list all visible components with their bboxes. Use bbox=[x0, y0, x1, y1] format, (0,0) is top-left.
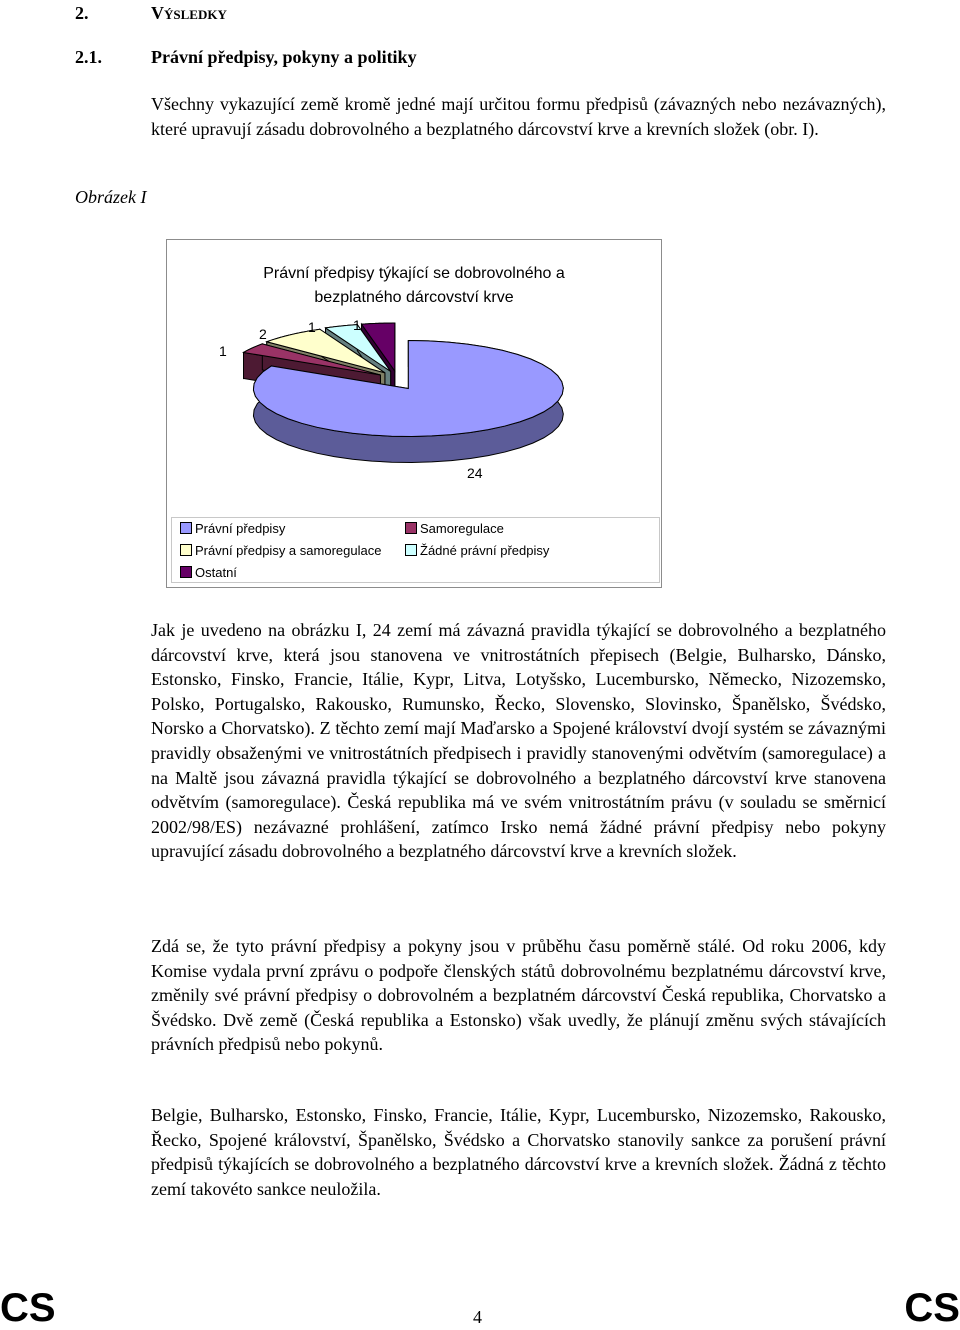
subsection-title: Právní předpisy, pokyny a politiky bbox=[151, 47, 417, 67]
section-number: 2. bbox=[75, 3, 89, 23]
footer-language-left: CS bbox=[0, 1286, 56, 1330]
legend-label: Samoregulace bbox=[420, 521, 504, 536]
legend-item-pravni-predpisy bbox=[180, 520, 285, 538]
legend-label: Právní předpisy bbox=[195, 521, 286, 536]
legend-swatch bbox=[405, 544, 417, 556]
legend-swatch bbox=[180, 566, 192, 578]
legend-item-zadne-pravni-predpisy bbox=[405, 542, 549, 560]
intro-paragraph: Všechny vykazující země kromě jedné mají určitou formu předpisů (závazných nebo nezávazných), které upravují zásadu dobrovolného a bezplatného dárcovství krve a krevních složek (obr. I). bbox=[151, 94, 886, 139]
data-label-pravni-predpisy: 24 bbox=[467, 465, 483, 481]
paragraph-3: Belgie, Bulharsko, Estonsko, Finsko, Francie, Itálie, Kypr, Lucembursko, Nizozemsko, Rakousko, Řecko, Spojené království, Španělsko, Švédsko a Chorvatsko stanovily sankce za porušení právní předpisů týkajících se dobrovolného a bezplatného dárcovství krve a krevních složek. Žádná z těchto zemí takovéto sankce neuložila. bbox=[151, 1105, 886, 1199]
legend-label: Právní předpisy a samoregulace bbox=[195, 543, 382, 558]
subsection-number: 2.1. bbox=[75, 47, 102, 67]
footer-language-right: CS bbox=[904, 1286, 960, 1330]
chart-title-line-1: Právní předpisy týkající se dobrovolného a bbox=[263, 265, 565, 282]
legend-label: Žádné právní předpisy bbox=[420, 543, 550, 558]
paragraph-1: Jak je uvedeno na obrázku I, 24 zemí má závazná pravidla týkající se dobrovolného a bezplatného dárcovství krve, která jsou stanovena ve vnitrostátních přepisech (Belgie, Bulharsko, Dánsko, Estonsko, Finsko, Francie, Itálie, Kypr, Litva, Lotyšsko, Lucembursko, Německo, Nizozemsko, Polsko, Portugalsko, Rakousko, Rumunsko, Řecko, Slovensko, Slovinsko, Španělsko, Švédsko, Norsko a Chorvatsko). Z těchto zemí mají Maďarsko a Spojené království dvojí systém se závaznými pravidly obsaženými ve vnitrostátních předpisech i pravidly stanovenými odvětvím (samoregulace) a na Maltě jsou závazná pravidla týkající se dobrovolného a bezplatného dárcovství krve stanovena odvětvím (samoregulace). Česká republika má ve svém vnitrostátním právu (v souladu se směrnicí 2002/98/ES) nezávazné prohlášení, zatímco Irsko nemá žádné právní předpisy nebo pokyny upravující zásadu dobrovolného a bezplatného dárcovství krve a krevních složek. bbox=[151, 620, 886, 862]
chart-legend bbox=[171, 517, 660, 583]
legend-swatch bbox=[180, 544, 192, 556]
legend-item-ostatni bbox=[180, 564, 237, 582]
legend-item-pravni-predpisy-a-samoregulace bbox=[180, 542, 381, 560]
legend-label: Ostatní bbox=[195, 565, 237, 580]
section-title: Výsledky bbox=[151, 3, 227, 23]
paragraph-2: Zdá se, že tyto právní předpisy a pokyny jsou v průběhu času poměrně stálé. Od roku 2006, kdy Komise vydala první zprávu o podpoře členských států dobrovolnému bezplatnému dárcovství krve, změnily své právní předpisy o dobrovolném a bezplatném dárcovství Česká republika, Chorvatsko a Švédsko. Dvě země (Česká republika a Estonsko) však uvedly, že plánují změnu svých stávajících právních předpisů nebo pokynů. bbox=[151, 936, 886, 1055]
legend-item-samoregulace bbox=[405, 520, 504, 538]
data-label-pravni-predpisy-a-samoregulace: 2 bbox=[259, 326, 267, 342]
data-label-samoregulace: 1 bbox=[219, 343, 227, 359]
figure-label: Obrázek I bbox=[75, 187, 147, 207]
data-label-zadne-pravni-predpisy: 1 bbox=[308, 319, 316, 335]
legend-swatch bbox=[405, 522, 417, 534]
page-number: 4 bbox=[473, 1307, 482, 1327]
pie-chart-plot bbox=[167, 240, 661, 515]
legend-swatch bbox=[180, 522, 192, 534]
pie-chart bbox=[166, 239, 662, 588]
chart-title-line-2: bezplatného dárcovství krve bbox=[314, 289, 514, 306]
data-label-ostatni: 1 bbox=[353, 317, 361, 333]
